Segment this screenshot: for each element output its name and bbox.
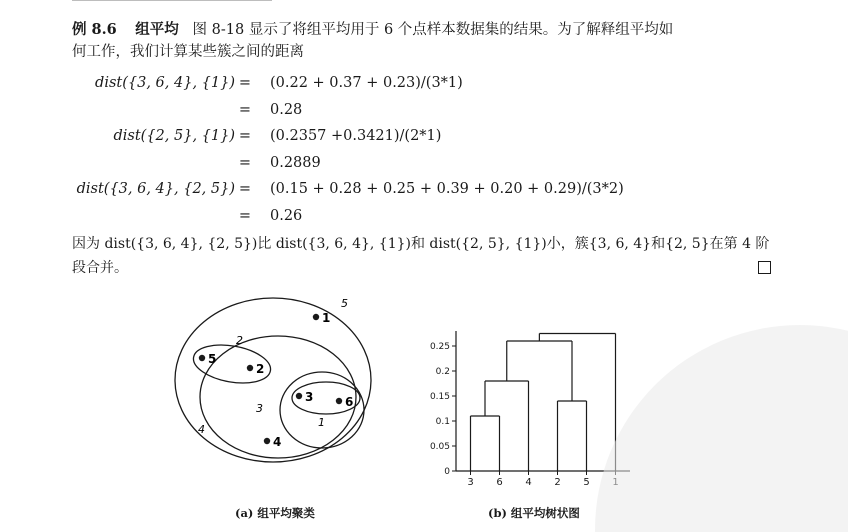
cluster-diagram — [170, 292, 395, 472]
equation-lhs: dist({2, 5}, {1}) — [113, 128, 235, 144]
point-label: 6 — [345, 395, 354, 409]
equation-rhs: (0.15 + 0.28 + 0.25 + 0.39 + 0.20 + 0.29)/(3*2) — [270, 181, 624, 197]
y-tick-label: 0.25 — [429, 342, 450, 352]
equation-equals: = — [238, 128, 252, 144]
cluster-label: 3 — [256, 402, 263, 415]
conclusion-line1: 因为 dist({3, 6, 4}, {2, 5})比 dist({3, 6, 4}, {1})和 dist({2, 5}, {1})小，簇{3, 6, 4}和{2, 5}在第 4 阶 — [72, 236, 770, 252]
equation-rhs: (0.2357 +0.3421)/(2*1) — [270, 128, 442, 144]
equation-lhs: dist({3, 6, 4}, {1}) — [95, 75, 235, 91]
equation-rhs: 0.28 — [270, 102, 303, 118]
leaf-label: 6 — [496, 477, 503, 488]
equation-equals: = — [238, 102, 252, 118]
leaf-label: 5 — [583, 477, 590, 488]
leaf-label: 4 — [525, 477, 532, 488]
point-marker — [199, 355, 205, 361]
y-tick-label: 0.05 — [429, 442, 450, 452]
cluster-label: 2 — [236, 334, 243, 347]
point-label: 3 — [305, 390, 314, 404]
point-label: 2 — [256, 362, 265, 376]
point-marker — [247, 365, 253, 371]
watermark-stamp — [560, 300, 848, 532]
equation-rhs: 0.2889 — [270, 155, 321, 171]
qed-box-icon — [758, 261, 771, 274]
equation-equals: = — [238, 75, 252, 91]
y-tick-label: 0 — [444, 467, 450, 477]
top-rule — [72, 0, 272, 7]
point-marker — [313, 314, 319, 320]
cluster-ellipse-3 — [280, 372, 364, 448]
example-heading-line — [72, 20, 673, 40]
example-title: 组平均 — [135, 21, 179, 38]
y-tick-label: 0.2 — [435, 367, 450, 377]
point-label: 4 — [273, 435, 282, 449]
example-label: 例 8.6 — [72, 21, 117, 38]
equation-equals: = — [238, 208, 252, 224]
cluster-label: 5 — [341, 297, 348, 310]
cluster-label: 4 — [198, 423, 205, 436]
equation-rhs: (0.22 + 0.37 + 0.23)/(3*1) — [270, 75, 463, 91]
equation-equals: = — [238, 155, 252, 171]
figure-b-caption: (b) 组平均树状图 — [488, 506, 580, 520]
point-marker — [264, 438, 270, 444]
point-label: 1 — [322, 311, 331, 325]
leaf-label: 3 — [467, 477, 474, 488]
equation-equals: = — [238, 181, 252, 197]
equation-lhs: dist({3, 6, 4}, {2, 5}) — [76, 181, 235, 197]
conclusion-line2: 段合并。 — [72, 260, 128, 276]
leaf-label: 2 — [554, 477, 561, 488]
figure-a-caption: (a) 组平均聚类 — [235, 506, 315, 520]
y-tick-label: 0.1 — [435, 417, 450, 427]
point-marker — [296, 393, 302, 399]
cluster-label: 1 — [318, 416, 325, 429]
point-marker — [336, 398, 342, 404]
point-label: 5 — [208, 352, 217, 366]
equation-rhs: 0.26 — [270, 208, 303, 224]
y-tick-label: 0.15 — [429, 392, 450, 402]
example-body-line1: 图 8-18 显示了将组平均用于 6 个点样本数据集的结果。为了解释组平均如 — [192, 22, 674, 38]
example-body-line2: 何工作，我们计算某些簇之间的距离 — [72, 44, 304, 60]
